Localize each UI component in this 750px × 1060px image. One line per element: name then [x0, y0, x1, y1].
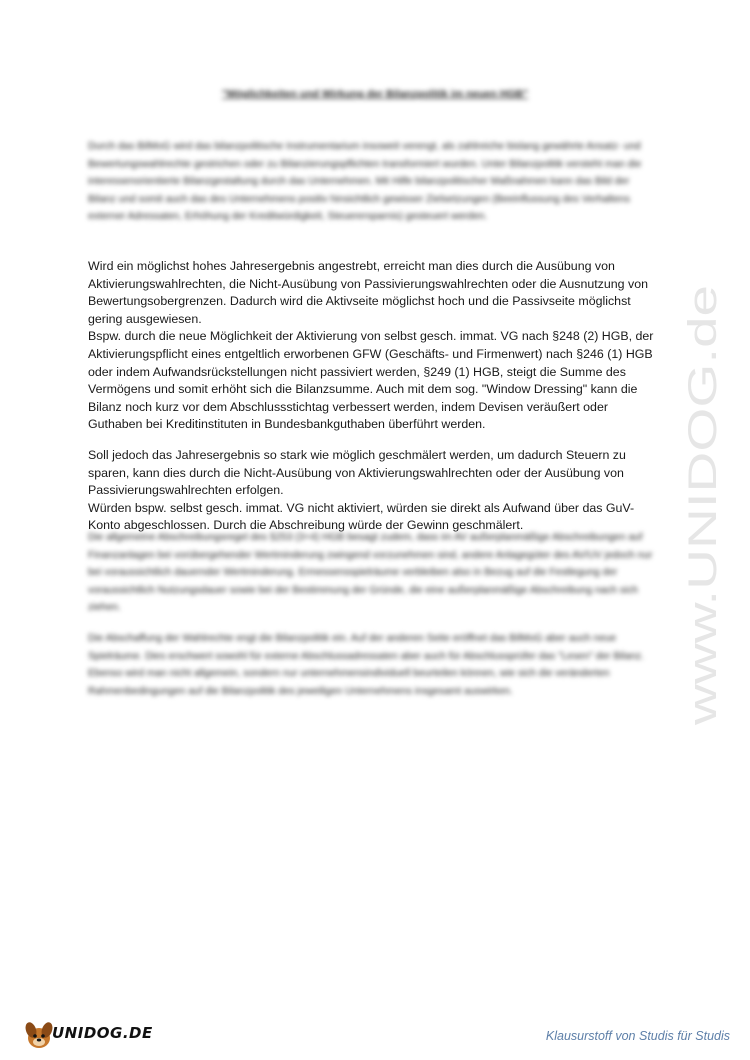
paragraph-high-result: Wird ein möglichst hohes Jahresergebnis angestrebt, erreicht man dies durch die Ausübung von Aktivierungswahlrechten, die Nicht-Ausübung von Passivierungswahlrechten oder die Ausnutzung von Bewertungsobergrenzen. Dadurch wird die Aktivseite möglichst hoch und die Passivseite möglichst gering ausgewiesen. Bspw. durch die neue Möglichkeit der Aktivierung von selbst gesch. immat. VG nach §248 (2) HGB, der Aktivierungspflicht eines entgeltlich erworbenen GFW (Geschäfts- und Firmenwert) nach §246 (1) HGB oder indem Aufwandsrückstellungen nicht passiviert werden, §249 (1) HGB, steigt die Summe des Vermögens und somit erhöht sich die Bilanzsumme. Auch mit dem sog. "Window Dressing" kann die Bilanz noch kurz vor dem Abschlussstichtag verbessert werden, indem Devisen veräußert oder Guthaben bei Kreditinstituten in Bundesbankguthaben überführt werden.	[88, 259, 654, 432]
watermark	[672, 270, 732, 730]
paragraph-conclusion: Die Abschaffung der Wahlrechte engt die Bilanzpolitik ein. Auf der anderen Seite eröffnet das BilMoG aber auch neue Spielräume. Dies erschwert sowohl für externe Abschlussadressaten aber auch für Abschlussprüfer das "Lesen" der Bilanz. Ebenso wird man nicht allgemein, sondern nur unternehmensindividuell beurteilen können, wie sich die veränderten Rahmenbedingungen auf die Bilanzpolitik des jeweiligen Unternehmens insgesamt auswirken.	[88, 633, 644, 697]
paragraph-low-result: Soll jedoch das Jahresergebnis so stark wie möglich geschmälert werden, um dadurch Steuern zu sparen, kann dies durch die Nicht-Ausübung von Aktivierungswahlrechten oder der Ausübung von Passivierungswahlrechten erfolgen. Würden bspw. selbst gesch. immat. VG nicht aktiviert, würden sie direkt als Aufwand über das GuV-Konto abgeschlossen. Durch die Abschreibung würde der Gewinn geschmälert.	[88, 448, 635, 533]
logo-text: UNIDOG.DE	[52, 1024, 153, 1042]
document-title: "Möglichkeiten und Wirkung der Bilanzpolitik im neuen HGB"	[221, 88, 529, 100]
paragraph-intro: Durch das BilMoG wird das bilanzpolitische Instrumentarium insoweit verengt, als zahlreiche bislang gewährte Ansatz- und Bewertungswahlrechte gestrichen oder zu Bilanzierungspflichten transformiert wurden. Unter Bilanzpolitik versteht man die interessenorientierte Bilanzgestaltung durch das Unternehmen. Mit Hilfe bilanzpolitischer Maßnahmen kann das Bild der Bilanz und somit auch das des Unternehmens positiv hinsichtlich gewisser Zielsetzungen (Beeinflussung des Verhaltens externer Adressaten, Erhöhung der Kreditwürdigkeit, Steuerersparnis) gesteuert werden.	[88, 141, 642, 222]
dog-icon	[22, 1018, 56, 1052]
paragraph-depreciation: Die allgemeine Abschreibungsregel des §253 (3+4) HGB besagt zudem, dass im AV außerplanmäßige Abschreibungen auf Finanzanlagen bei vorübergehender Wertminderung zwingend vorzunehmen sind, andere Anlagegüter des AV/UV jedoch nur bei voraussichtlich dauernder Wertminderung. Ermessensspielräume verbleiben also in Bezug auf die Festlegung der voraussichtlich Nutzungsdauer sowie bei der Bestimmung der Gründe, die eine außerplanmäßige Abschreibung nach sich ziehen.	[88, 532, 653, 613]
footer-tagline: Klausurstoff von Studis für Studis	[545, 1029, 730, 1043]
watermark-text: www.UNIDOG.de	[681, 413, 725, 725]
